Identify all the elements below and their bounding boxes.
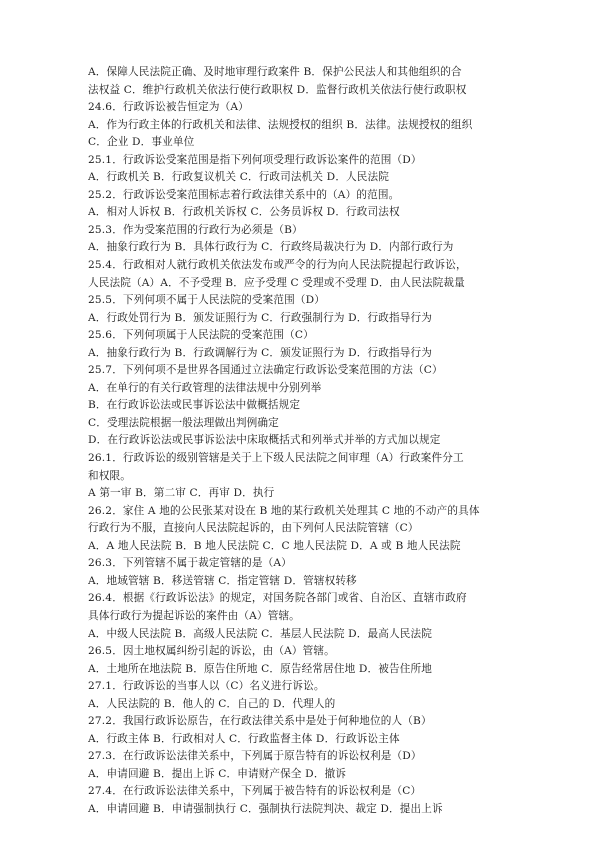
- text-line: A．作为行政主体的行政机关和法律、法规授权的组织 B．法律。法规授权的组织: [88, 118, 473, 131]
- text-line: 27.2．我国行政诉讼原告，在行政法律关系中是处于何种地位的人（B）: [88, 715, 432, 728]
- text-line: A．地域管辖 B．移送管辖 C．指定管辖 D．管辖权转移: [88, 574, 357, 587]
- text-line: A．人民法院的 B．他人的 C．自己的 D．代理人的: [88, 697, 336, 710]
- text-line: A 第一审 B．第二审 C．再审 D．执行: [88, 487, 275, 500]
- text-line: A．中级人民法院 B．高级人民法院 C．基层人民法院 D．最高人民法院: [88, 627, 433, 640]
- text-line: 法权益 C．维护行政机关依法行使行政职权 D．监督行政机关依法行使行政职权: [88, 83, 467, 96]
- text-line: C．企业 D．事业单位: [88, 136, 195, 149]
- text-line: 25.2．行政诉讼受案范围标志着行政法律关系中的（A）的范围。: [88, 188, 400, 201]
- text-line: 和权限。: [88, 469, 131, 482]
- text-line: 27.4．在行政诉讼法律关系中，下列属于被告特有的诉讼权利是（C）: [88, 785, 422, 798]
- text-line: A．抽象行政行为 B．行政调解行为 C．颁发证照行为 D．行政指导行为: [88, 346, 433, 359]
- text-line: 26.3．下列管辖不属于裁定管辖的是（A）: [88, 557, 292, 570]
- text-line: A．申请回避 B．提出上诉 C．申请财产保全 D．撤诉: [88, 767, 347, 780]
- text-line: 26.4．根据《行政诉讼法》的规定，对国务院各部门或省、自治区、直辖市政府: [88, 592, 467, 605]
- text-line: A．行政主体 B．行政相对人 C．行政监督主体 D．行政诉讼主体: [88, 732, 400, 745]
- text-line: 25.1．行政诉讼受案范围是指下列何项受理行政诉讼案件的范围（D）: [88, 153, 422, 166]
- text-line: A．抽象行政行为 B．具体行政行为 C．行政终局裁决行为 D．内部行政行为: [88, 241, 454, 254]
- text-line: 27.3．在行政诉讼法律关系中，下列属于原告特有的诉讼权利是（D）: [88, 750, 422, 763]
- text-line: 25.4．行政相对人就行政机关依法发布或严令的行为向人民法院提起行政诉讼，: [88, 259, 467, 272]
- text-line: 行政行为不服，直接向人民法院起诉的，由下列何人民法院管辖（C）: [88, 522, 419, 535]
- text-line: 25.5．下列何项不属于人民法院的受案范围（D）: [88, 294, 325, 307]
- text-line: A．在单行的有关行政管理的法律法规中分别列举: [88, 381, 322, 394]
- text-line: 26.5．因土地权属纠纷引起的诉讼，由（A）管辖。: [88, 645, 335, 658]
- text-line: 26.2．家住 A 地的公民张某对设在 B 地的某行政机关处理其 C 地的不动产的具体: [88, 504, 480, 517]
- text-line: B．在行政诉讼法或民事诉讼法中做概括规定: [88, 399, 301, 412]
- text-line: A．行政处罚行为 B．颁发证照行为 C．行政强制行为 D．行政指导行为: [88, 311, 433, 324]
- text-line: A．保障人民法院正确、及时地审理行政案件 B．保护公民法人和其他组织的合: [88, 66, 462, 78]
- text-line: A．A 地人民法院 B．B 地人民法院 C．C 地人民法院 D．A 或 B 地人民法院: [88, 539, 461, 552]
- text-line: 27.1．行政诉讼的当事人以（C）名义进行诉讼。: [88, 680, 325, 693]
- text-line: 24.6．行政诉讼被告恒定为（A）: [88, 101, 249, 114]
- text-line: D．在行政诉讼法或民事诉讼法中床取概括式和列举式并举的方式加以规定: [88, 434, 441, 447]
- text-line: A．行政机关 B．行政复议机关 C．行政司法机关 D．人民法院: [88, 171, 390, 184]
- document-body: [88, 64, 518, 819]
- text-line: 25.7．下列何项不是世界各国通过立法确定行政诉讼受案范围的方法（C）: [88, 364, 443, 377]
- text-line: 25.3．作为受案范围的行政行为必须是（B）: [88, 223, 303, 236]
- text-line: A．土地所在地法院 B．原告住所地 C．原告经常居住地 D．被告住所地: [88, 662, 433, 675]
- text-line: 26.1．行政诉讼的级别管辖是关于上下级人民法院之间审理（A）行政案件分工: [88, 452, 464, 465]
- text-line: C．受理法院根据一般法理做出判例确定: [88, 416, 279, 429]
- text-line: A．相对人诉权 B．行政机关诉权 C．公务员诉权 D．行政司法权: [88, 206, 400, 219]
- text-line: 25.6．下列何项属于人民法院的受案范围（C）: [88, 329, 314, 342]
- text-line: A．申请回避 B．申请强制执行 C．强制执行法院判决、裁定 D．提出上诉: [88, 802, 443, 815]
- text-line: 人民法院（A）A．不予受理 B．应予受理 C 受理或不受理 D．由人民法院裁量: [88, 276, 465, 289]
- text-line: 具体行政行为提起诉讼的案件由（A）管辖。: [88, 609, 300, 622]
